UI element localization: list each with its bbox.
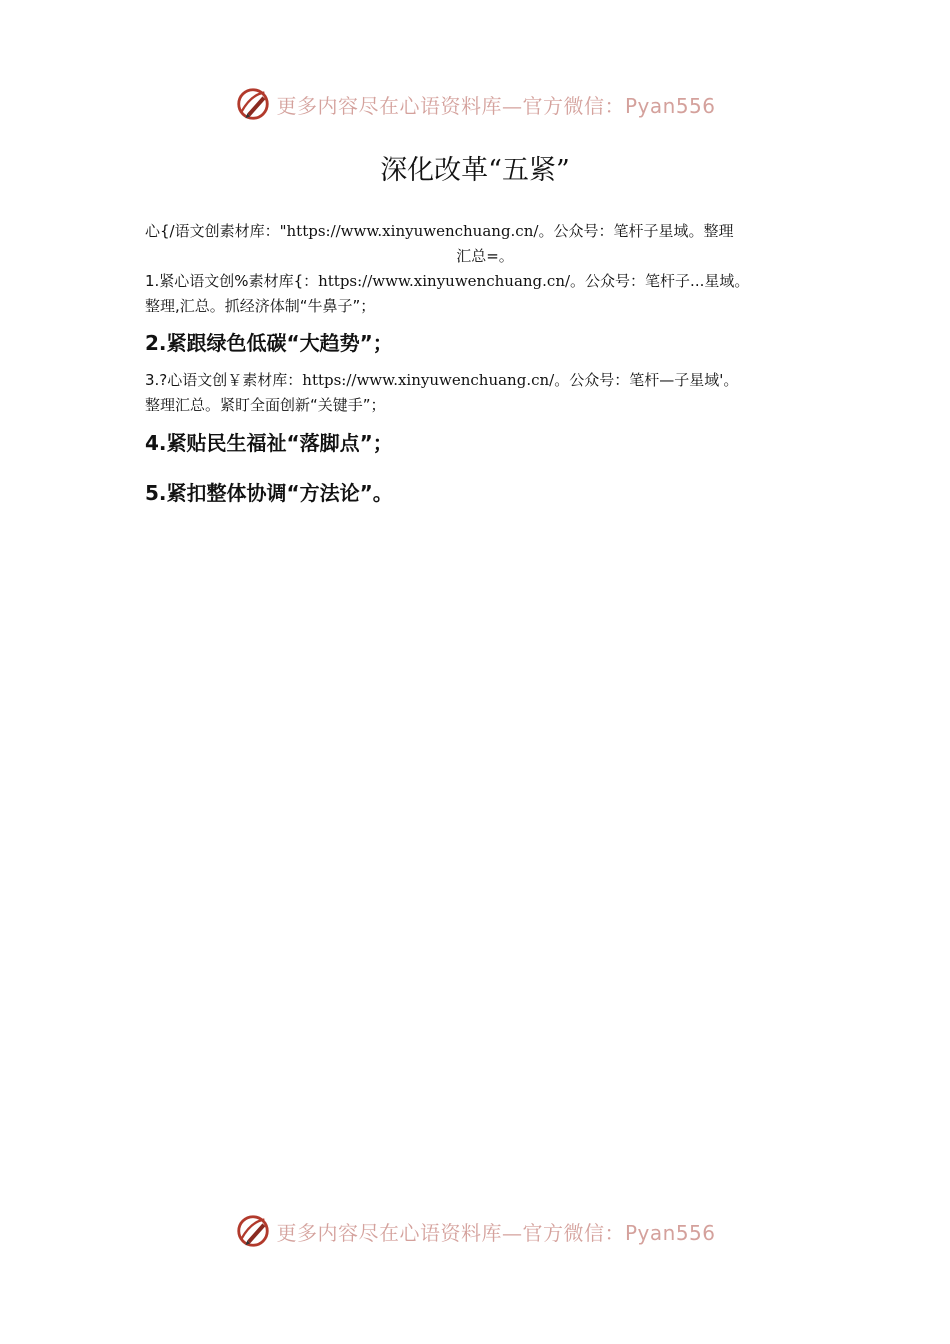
banner-slogan: 更多内容尽在心语资料库—官方微信： xyxy=(276,93,625,118)
intro-line-2: 汇总=。 xyxy=(456,247,514,265)
intro-text-b: 。公众号：笔杆子星域。整理 xyxy=(538,222,734,240)
item-3 xyxy=(145,368,825,418)
item-3-line-2: 整理汇总。紧盯全面创新“关键手”； xyxy=(145,396,386,414)
footer-banner xyxy=(0,1211,950,1251)
item-4-heading: 4.紧贴民生福祉“落脚点”； xyxy=(145,431,393,455)
banner-text xyxy=(276,90,715,119)
intro-text-a: 心{/语文创素材库：" xyxy=(145,222,287,240)
item-3-text-b: 。公众号：笔杆—子星域'。 xyxy=(554,371,739,389)
pen-logo-icon xyxy=(234,1212,272,1250)
item-3-line-1 xyxy=(145,368,825,393)
item-1-text-b: 。公众号：笔杆子...星域。 xyxy=(570,272,750,290)
item-5 xyxy=(145,478,825,508)
intro-line-1 xyxy=(145,219,825,244)
banner-wechat-id: Pyan556 xyxy=(624,93,716,118)
document-title: 深化改革“五紧” xyxy=(380,155,570,186)
item-2 xyxy=(145,328,825,358)
banner-text xyxy=(276,1217,715,1246)
intro-paragraph xyxy=(145,219,825,269)
item-2-heading: 2.紧跟绿色低碳“大趋势”； xyxy=(145,331,393,355)
item-1 xyxy=(145,269,825,319)
banner-wechat-id: Pyan556 xyxy=(624,1220,716,1245)
item-1-line-1 xyxy=(145,269,825,294)
item-1-line-2: 整理,汇总。抓经济体制“牛鼻子”； xyxy=(145,297,376,315)
intro-url: https://www.xinyuwenchuang.cn/ xyxy=(286,222,539,240)
item-3-url: https://www.xinyuwenchuang.cn/ xyxy=(302,371,555,389)
footer-banner-inner xyxy=(234,1212,715,1250)
pen-logo-icon xyxy=(234,85,272,123)
item-1-url: https://www.xinyuwenchuang.cn/ xyxy=(318,272,571,290)
header-banner xyxy=(0,84,950,124)
item-4 xyxy=(145,428,825,458)
item-3-text-a: 3.?心语文创￥素材库： xyxy=(145,371,303,389)
banner-slogan: 更多内容尽在心语资料库—官方微信： xyxy=(276,1220,625,1245)
header-banner-inner xyxy=(234,85,715,123)
item-5-heading: 5.紧扣整体协调“方法论”。 xyxy=(145,481,393,505)
item-1-text-a: 1.紧心语文创%素材库{： xyxy=(145,272,319,290)
